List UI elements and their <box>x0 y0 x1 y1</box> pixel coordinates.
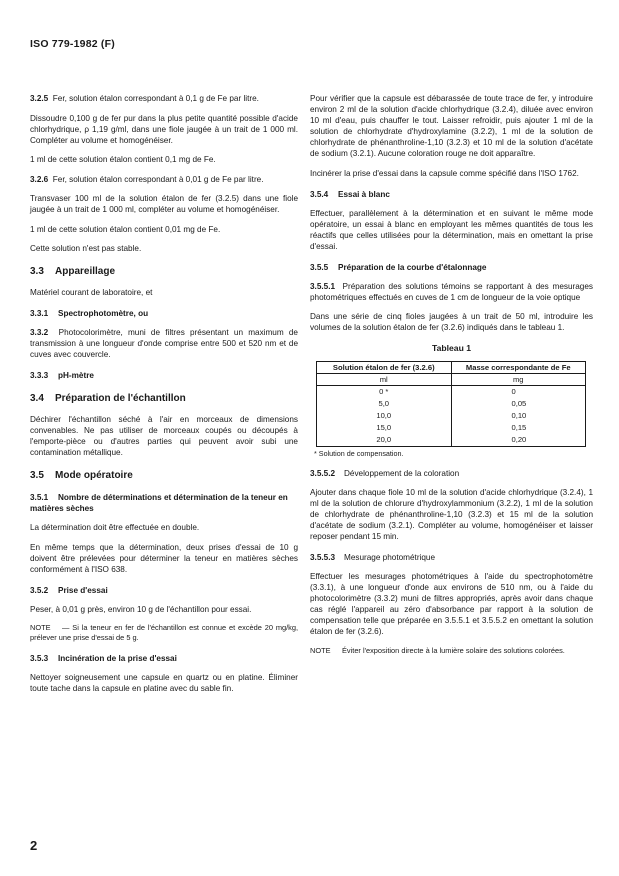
paragraph: Effectuer les mesurages photométriques à l'aide du spectrophotomètre (3.3.1), à une longueur d'onde aux environs de 510 nm, ou à l'aide du photocolorimètre (3.3.2) muni de filtres appropriés, après avoir dans chaque cas réglé l'appareil au zéro d'absorbance par rapport à la solution de compensation telle que préparée en 3.5.5.1 et 3.5.5.2 en omettant la solution étalon de fer (3.2.6). <box>310 572 593 636</box>
section-number: 3.4 <box>30 393 44 404</box>
subsection-title: Essai à blanc <box>338 189 390 199</box>
subsection-heading-3-5-2 <box>30 585 298 596</box>
clause-number: 3.5.5.1 <box>310 281 336 291</box>
mass-cell: 0,15 <box>451 422 586 434</box>
subsection-heading-3-3-1 <box>30 308 298 319</box>
paragraph: Transvaser 100 ml de la solution étalon de fer (3.2.5) dans une fiole jaugée à un trait de 1 000 ml, compléter au volume et homogénéiser. <box>30 194 298 214</box>
clause-text: Photocolorimètre, muni de filtres présentant un maximum de transmission à une longueur d'onde comprise entre 500 et 520 nm et de cuves avec couvercle. <box>30 328 298 359</box>
clause-number: 3.2.6 <box>30 174 49 184</box>
clause-3-5-5-1 <box>310 281 593 303</box>
clause-number: 3.2.5 <box>30 94 49 103</box>
subsection-heading-3-5-3 <box>30 653 298 664</box>
subsection-number: 3.5.4 <box>310 189 329 199</box>
clause-text: Préparation des solutions témoins se rapportant à des mesurages photométriques effectués en cuves de 1 cm de longueur de la voie optique <box>310 281 593 302</box>
volume-cell: 15,0 <box>317 422 452 434</box>
subsection-title: Prise d'essai <box>58 585 108 595</box>
clause-text: Fer, solution étalon correspondant à 0,01 g de Fe par litre. <box>52 174 264 184</box>
paragraph: Déchirer l'échantillon séché à l'air en morceaux de dimensions convenables. Ne pas utiliser de morceaux coupés ou découpés à l'emporte-pièce ou d'autres parties qui peuvent avoir subi une contamination métallique. <box>30 415 298 457</box>
clause-text: Mesurage photométrique <box>344 553 436 562</box>
column-header: Solution étalon de fer (3.2.6) <box>317 362 452 374</box>
clause-3-5-5-2 <box>310 468 593 479</box>
table-unit-row <box>317 374 586 386</box>
subsection-heading-3-5-1 <box>30 492 298 514</box>
section-heading-3-3 <box>30 266 298 278</box>
subsection-title: pH-mètre <box>58 371 94 380</box>
table-row <box>317 422 586 434</box>
clause-number: 3.5.5.3 <box>310 553 336 562</box>
page-number: 2 <box>30 838 38 853</box>
subsection-heading-3-5-4 <box>310 189 593 200</box>
subsection-heading-3-5-5 <box>310 262 593 273</box>
mass-cell: 0,05 <box>451 398 586 410</box>
volume-cell: 20,0 <box>317 434 452 447</box>
clause-text: Fer, solution étalon correspondant à 0,1 g de Fe par litre. <box>52 94 259 103</box>
note <box>310 646 593 656</box>
left-column <box>30 93 298 703</box>
paragraph: Incinérer la prise d'essai dans la capsule comme spécifié dans l'ISO 1762. <box>310 168 579 178</box>
table-row <box>317 398 586 410</box>
subsection-title: Incinération de la prise d'essai <box>58 654 177 663</box>
unit-cell: mg <box>451 374 586 386</box>
note-text: Éviter l'exposition directe à la lumière solaire des solutions colorées. <box>342 645 565 655</box>
subsection-heading-3-3-3 <box>30 370 298 381</box>
paragraph: Nettoyer soigneusement une capsule en quartz ou en platine. Éliminer toute tache dans la capsule en platine avec du sable fin. <box>30 673 298 693</box>
mass-cell: 0,20 <box>451 434 586 447</box>
table-footnote: * Solution de compensation. <box>314 449 404 458</box>
table-row <box>317 386 586 399</box>
clause-3-5-5-3 <box>310 552 593 563</box>
subsection-number: 3.3.3 <box>30 371 49 380</box>
paragraph: Pour vérifier que la capsule est débarassée de toute trace de fer, y introduire environ 2 ml de la solution d'acide chlorhydrique (3.2.4), diluée avec environ 10 ml d'eau, puis chauffer le tout. Laisser refroidir, puis ajouter 1 ml de la solution de chlorhydrate d'hydroxylamine (3.2.2), 1 ml de la solution de chlorhydrate de phénanthroline-1,10 (3.2.3) et 10 ml de la solution d'acétate de sodium (3.2.1). Aucune coloration rouge ne doit apparaître. <box>310 94 593 158</box>
paragraph: Effectuer, parallèlement à la détermination et en suivant le même mode opératoire, un essai à blanc en employant les mêmes quantités de tous les réactifs que celles utilisées pour la détermination, mais en omettant la prise d'essai. <box>310 208 593 251</box>
unit-cell: ml <box>317 374 452 386</box>
volume-cell: 0 * <box>317 386 452 399</box>
paragraph: En même temps que la détermination, deux prises d'essai de 10 g doivent être prélevées pour déterminer la teneur en matières sèches conformément à l'ISO 638. <box>30 542 298 574</box>
paragraph: Ajouter dans chaque fiole 10 ml de la solution d'acide chlorhydrique (3.2.4), 1 ml de la solution de chlorure d'hydroxylammonium (3.2.2), 1 ml de la solution de chlorhydrate de phénanthroline-1,10 (3.2.3) et 15 ml de la solution d'acétate de sodium (3.2.1). Compléter au volume, homogénéiser et laisser reposer pendant 15 min. <box>310 488 593 541</box>
paragraph: 1 ml de cette solution étalon contient 0,01 mg de Fe. <box>30 224 221 234</box>
paragraph: Dissoudre 0,100 g de fer pur dans la plus petite quantité possible d'acide chlorhydrique, ρ 1,19 g/ml, dans une fiole jaugée à un trait de 1 000 ml. Compléter au volume et homogénéiser. <box>30 113 298 145</box>
calibration-table <box>316 361 586 447</box>
table-row <box>317 434 586 447</box>
section-heading-3-5 <box>30 470 298 482</box>
right-column <box>310 93 593 664</box>
section-number: 3.3 <box>30 266 44 277</box>
subsection-number: 3.3.1 <box>30 309 49 318</box>
table-row <box>317 410 586 422</box>
table-title: Tableau 1 <box>431 343 471 353</box>
clause-3-3-2 <box>30 327 298 360</box>
document-header: ISO 779-1982 (F) <box>30 38 115 50</box>
note-label: NOTE <box>310 645 331 655</box>
note <box>30 623 298 643</box>
paragraph: La détermination doit être effectuée en double. <box>30 523 200 532</box>
subsection-number: 3.5.2 <box>30 585 49 595</box>
clause-number: 3.3.2 <box>30 328 49 337</box>
clause-text: Développement de la coloration <box>344 469 460 478</box>
paragraph: Dans une série de cinq fioles jaugées à un trait de 50 ml, introduire les volumes de la solution étalon de fer (3.2.6) indiqués dans le tableau 1. <box>310 312 593 332</box>
clause-number: 3.5.5.2 <box>310 469 336 478</box>
clause-3-2-5 <box>30 93 298 104</box>
volume-cell: 10,0 <box>317 410 452 422</box>
section-heading-3-4 <box>30 393 298 405</box>
subsection-number: 3.5.5 <box>310 262 329 272</box>
table-header-row <box>317 362 586 374</box>
section-number: 3.5 <box>30 470 44 481</box>
paragraph: Cette solution n'est pas stable. <box>30 244 142 253</box>
note-label: NOTE <box>30 623 51 632</box>
mass-cell: 0 <box>451 386 586 399</box>
paragraph: Matériel courant de laboratoire, et <box>30 288 153 297</box>
section-title: Appareillage <box>55 266 116 277</box>
column-header: Masse correspondante de Fe <box>451 362 586 374</box>
volume-cell: 5,0 <box>317 398 452 410</box>
section-title: Préparation de l'échantillon <box>55 393 186 404</box>
paragraph: Peser, à 0,01 g près, environ 10 g de l'échantillon pour essai. <box>30 604 252 614</box>
paragraph: 1 ml de cette solution étalon contient 0,1 mg de Fe. <box>30 155 216 164</box>
section-title: Mode opératoire <box>55 470 133 481</box>
clause-3-2-6 <box>30 174 298 185</box>
subsection-title: Préparation de la courbe d'étalonnage <box>338 262 487 272</box>
subsection-number: 3.5.3 <box>30 654 49 663</box>
mass-cell: 0,10 <box>451 410 586 422</box>
note-text: — Si la teneur en fer de l'échantillon est connue et excède 20 mg/kg, prélever une prise d'essai de 5 g. <box>30 623 298 642</box>
subsection-title: Nombre de déterminations et détermination de la teneur en matières sèches <box>30 493 288 513</box>
subsection-title: Spectrophotomètre, ou <box>58 309 149 318</box>
subsection-number: 3.5.1 <box>30 493 49 502</box>
